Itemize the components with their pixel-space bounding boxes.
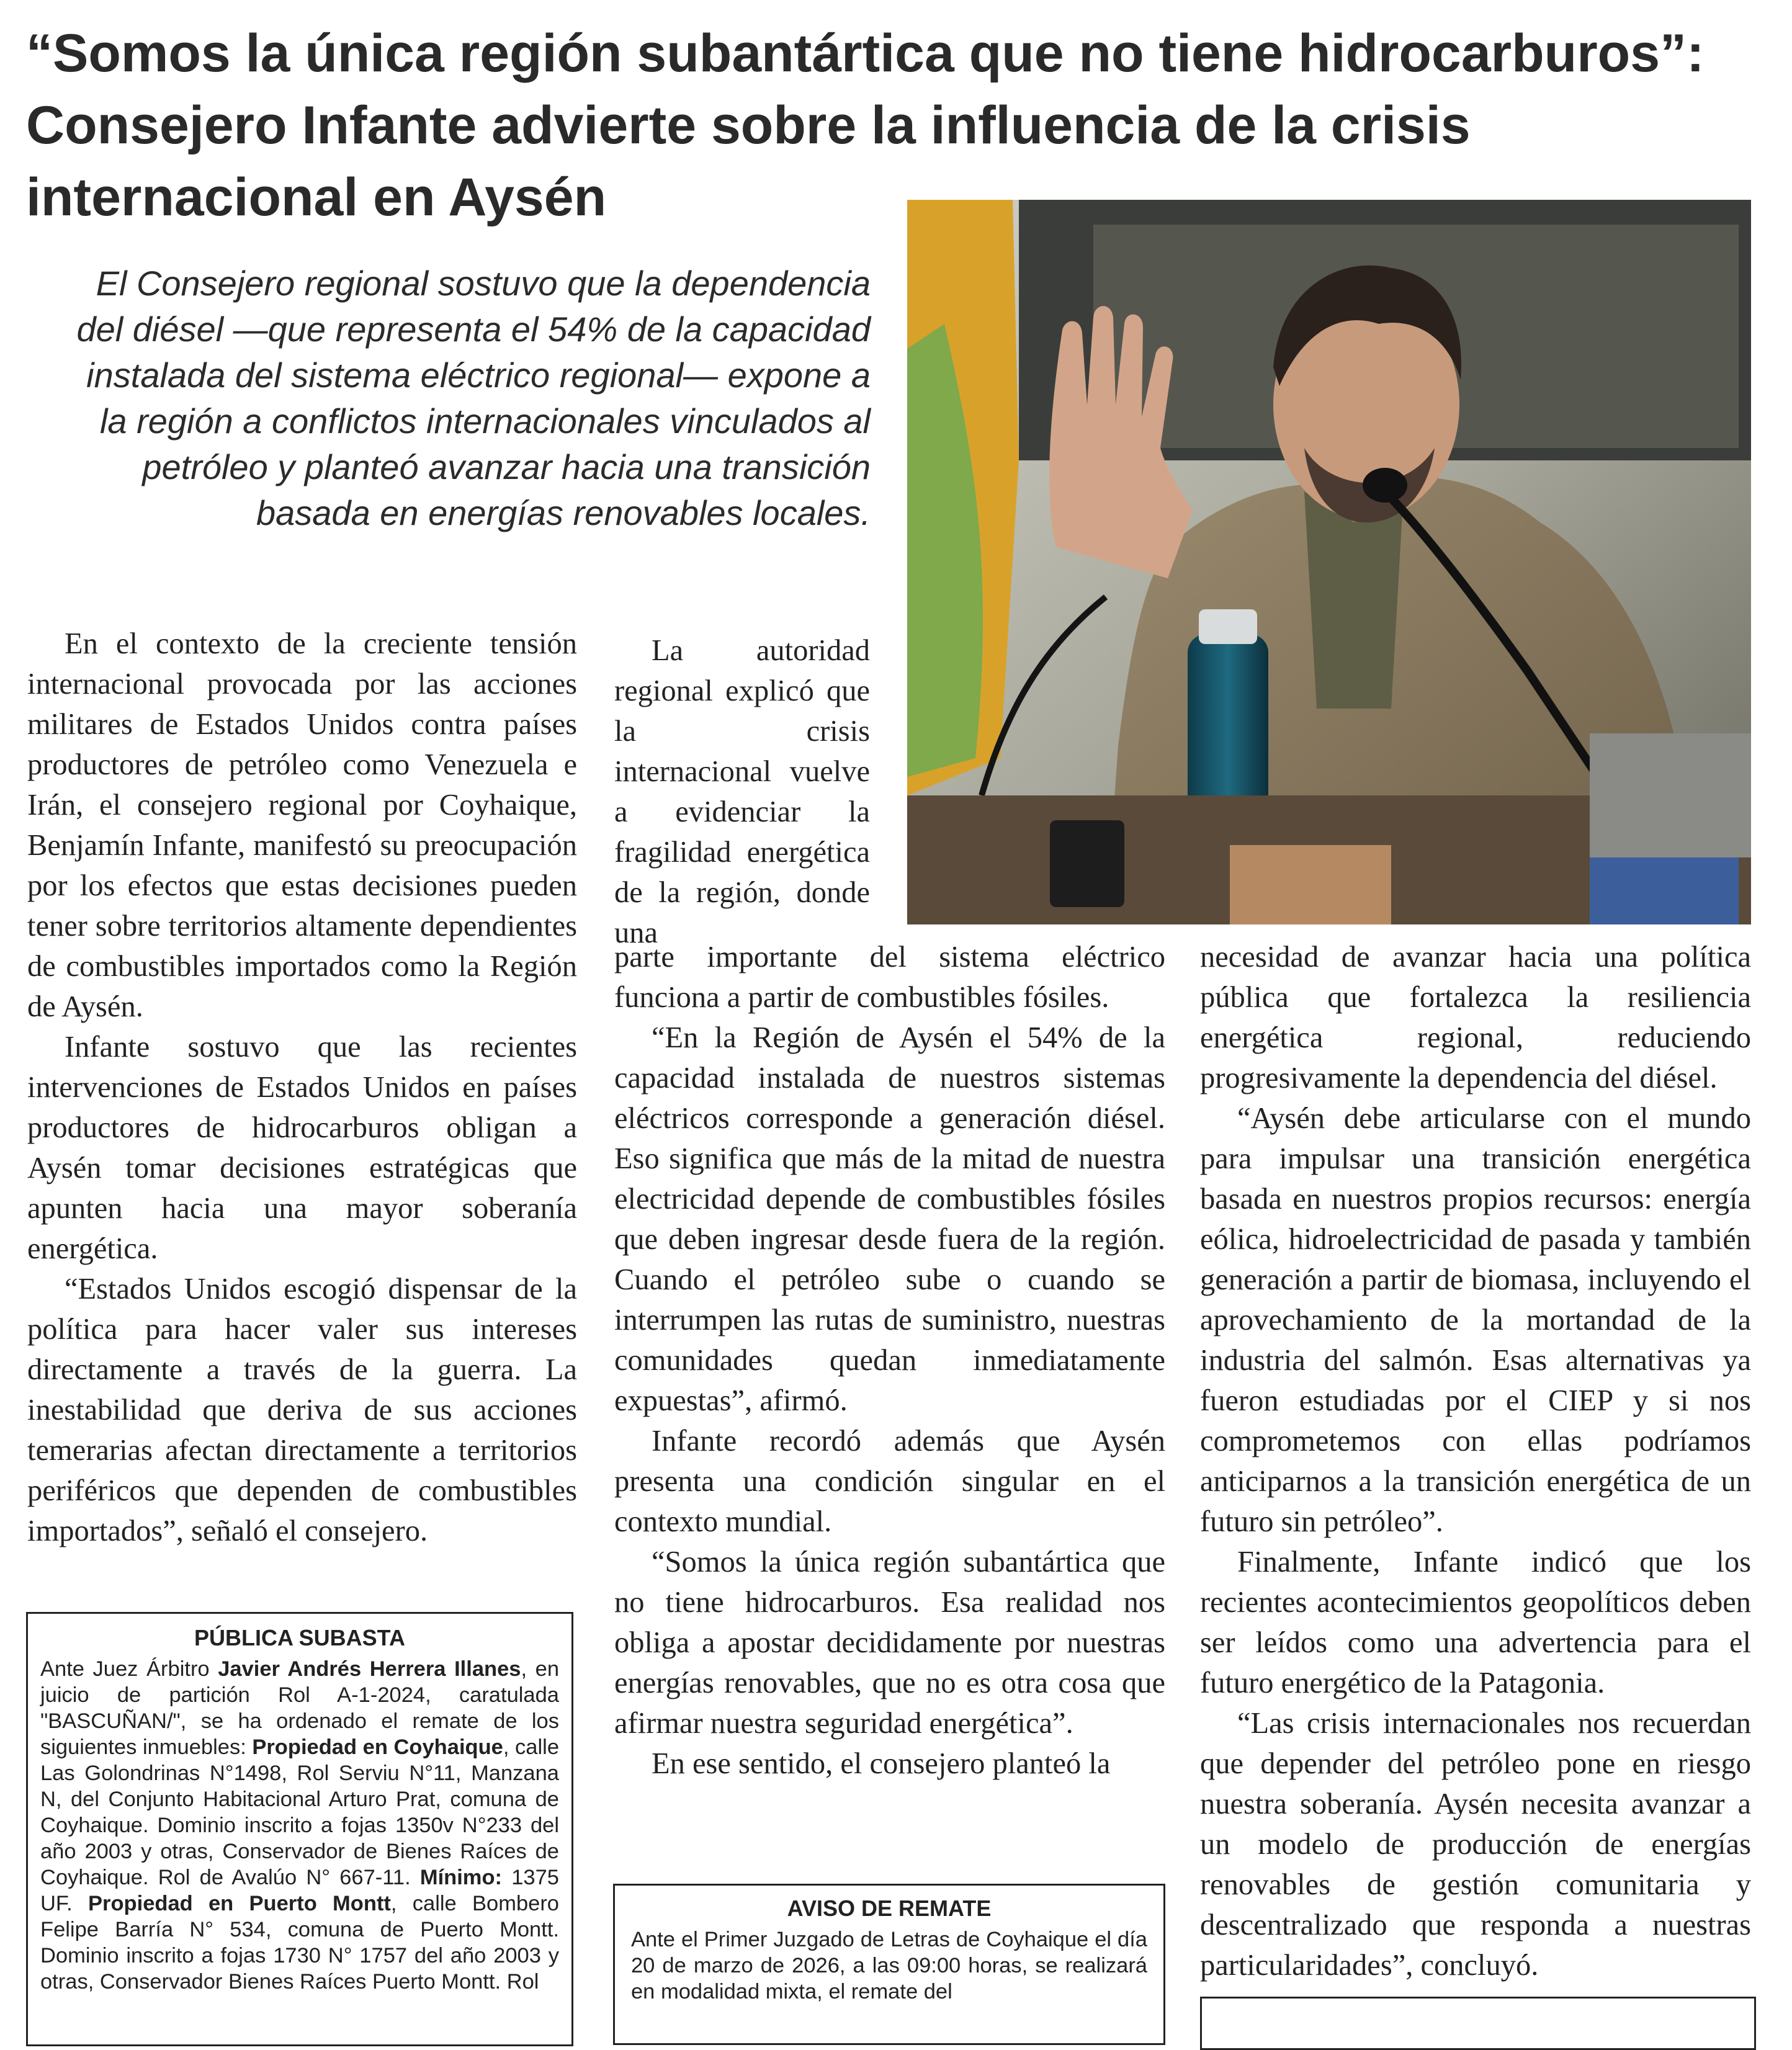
- paragraph: Infante sostuvo que las recientes intervenciones de Estados Unidos en países productores de hidrocarburos obligan a Aysén tomar decisiones estratégicas que apunten hacia una mayor soberanía energética.: [27, 1031, 577, 1265]
- notice-text: Ante Juez Árbitro: [40, 1657, 218, 1681]
- notice-bold-text: Javier Andrés Herrera Illanes: [218, 1657, 521, 1681]
- notice-text: , calle Bombero Felipe Barría N° 534, comuna de Puerto Montt. Dominio inscrito a fojas 1730 N° 1757 del año 2003 y otras, Conservador Bienes Raíces Puerto Montt. Rol: [40, 1892, 559, 1994]
- notice-body: [40, 1656, 559, 1995]
- notice-text: , calle Las Golondrinas N°1498, Rol Serviu N°11, Manzana N, del Conjunto Habitacional Arturo Prat, comuna de Coyhaique. Dominio inscrito a fojas 1350v N°233 del año 2003 y otras, Conservador de Bienes Raíces de Coyhaique. Rol de Avalúo N° 667-11.: [40, 1735, 560, 1889]
- paragraph: En ese sentido, el consejero planteó la: [652, 1747, 1111, 1780]
- paragraph: En el contexto de la creciente tensión internacional provocada por las acciones militares de Estados Unidos contra países productores de petróleo como Venezuela e Irán, el consejero regional por Coyhaique, Benjamín Infante, manifestó su preocupación por los efectos que estas decisiones pueden tener sobre territorios altamente dependientes de combustibles importados como la Región de Aysén.: [27, 627, 577, 1023]
- notice-body: Ante el Primer Juzgado de Letras de Coyhaique el día 20 de marzo de 2026, a las 09:00 horas, se realizará en modalidad mixta, el remate del: [631, 1928, 1147, 2003]
- headline-line-3: internacional en Aysén: [26, 168, 607, 227]
- paragraph: Finalmente, Infante indicó que los recientes acontecimientos geopolíticos deben ser leídos como una advertencia para el futuro energético de la Patagonia.: [1200, 1546, 1751, 1699]
- paragraph: “Aysén debe articularse con el mundo para impulsar una transición energética basada en nuestros propios recursos: energía eólica, hidroelectricidad de pasada y también generación a partir de biomasa, incluyendo el aprovechamiento de la mortandad de la industria del salmón. Esas alternativas ya fueron estudiadas por el CIEP y si nos comprometemos con ellas podríamos anticiparnos a la transición energética de un futuro sin petróleo”.: [1200, 1102, 1751, 1538]
- headline-line-2: Consejero Infante advierte sobre la influencia de la crisis: [26, 96, 1471, 155]
- article-column-2: [614, 937, 1165, 1784]
- paragraph: “En la Región de Aysén el 54% de la capacidad instalada de nuestros sistemas eléctricos corresponde a generación diésel. Eso significa que más de la mitad de nuestra electricidad depende de combustibles fósiles que deben ingresar desde fuera de la región. Cuando el petróleo sube o cuando se interrumpen las rutas de suministro, nuestras comunidades quedan inmediatamente expuestas”, afirmó.: [614, 1021, 1165, 1417]
- article-column-2-top: [614, 630, 870, 953]
- article-photo: [907, 200, 1751, 924]
- article-column-3: [1200, 937, 1751, 1985]
- paragraph: “Estados Unidos escogió dispensar de la política para hacer valer sus intereses directamente a través de la guerra. La inestabilidad que deriva de sus acciones temerarias afectan directamente a territorios periféricos que dependen de combustibles importados”, señaló el consejero.: [27, 1273, 577, 1547]
- headline-line-1: “Somos la única región subantártica que no tiene hidrocarburos”:: [26, 24, 1705, 83]
- paragraph-continuation: parte importante del sistema eléctrico funciona a partir de combustibles fósiles.: [614, 941, 1165, 1014]
- paragraph: “Somos la única región subantártica que no tiene hidrocarburos. Esa realidad nos obliga a apostar decididamente por nuestras energías renovables, que no es otra cosa que afirmar nuestra seguridad energética”.: [614, 1546, 1165, 1740]
- paragraph-continuation: necesidad de avanzar hacia una política pública que fortalezca la resiliencia energética regional, reduciendo progresivamente la dependencia del diésel.: [1200, 941, 1751, 1094]
- notice-bold-text: Propiedad en Coyhaique: [252, 1735, 503, 1759]
- notice-title: PÚBLICA SUBASTA: [194, 1625, 405, 1650]
- notice-title: AVISO DE REMATE: [787, 1896, 992, 1921]
- auction-notice: [613, 1884, 1165, 2045]
- notice-box-edge: [1200, 1997, 1756, 2050]
- paragraph: La autoridad regional explicó que la crisis internacional vuelve a evidenciar la fragilidad energética de la región, donde una: [614, 634, 870, 949]
- notice-bold-text: Propiedad en Puerto Montt: [88, 1892, 391, 1915]
- paragraph: “Las crisis internacionales nos recuerdan que depender del petróleo pone en riesgo nuestra soberanía. Aysén necesita avanzar a un modelo de producción de energías renovables de gestión comunitaria y descentralizado que responda a nuestras particularidades”, concluyó.: [1200, 1707, 1751, 1982]
- notice-bold-text: Mínimo:: [419, 1866, 503, 1889]
- paragraph: Infante recordó además que Aysén presenta una condición singular en el contexto mundial.: [614, 1425, 1165, 1538]
- public-auction-notice: [26, 1612, 573, 2046]
- notice-text: 1375 UF.: [40, 1866, 559, 1915]
- standfirst: El Consejero regional sostuvo que la dependencia del diésel —que representa el 54% de la capacidad instalada del sistema eléctrico regional— expone a la región a conflictos internacionales vinculados al petróleo y planteó avanzar hacia una transición basada en energías renovables locales.: [76, 264, 871, 532]
- notice-text: , en juicio de partición Rol A-1-2024, caratulada "BASCUÑAN/", se ha ordenado el remate de los siguientes inmuebles:: [40, 1657, 560, 1759]
- article-column-1: [27, 624, 577, 1551]
